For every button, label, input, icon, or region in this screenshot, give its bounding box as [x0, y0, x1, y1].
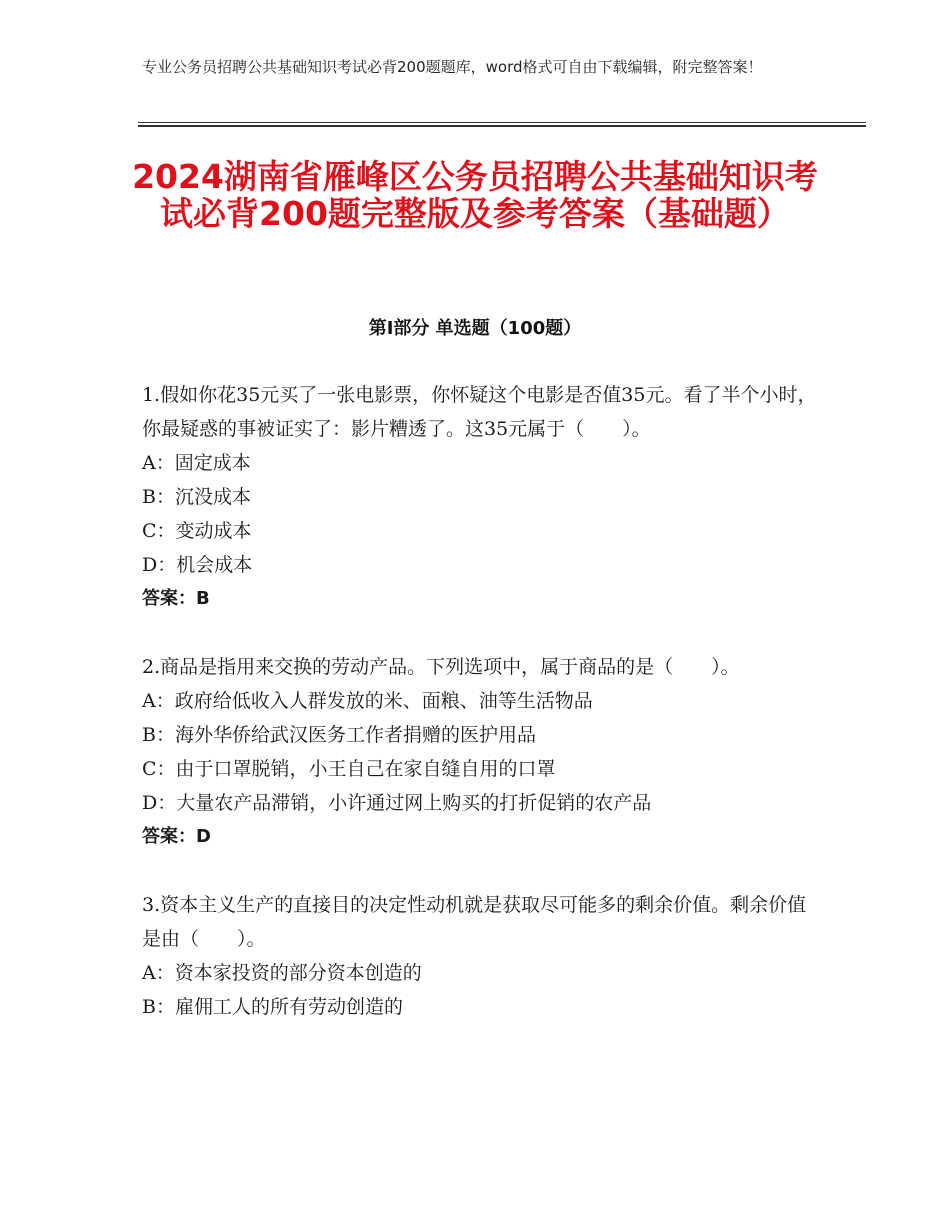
header-rule-thin — [138, 122, 866, 123]
option-a: A：政府给低收入人群发放的米、面粮、油等生活物品 — [142, 690, 593, 712]
option-d: D：大量农产品滞销，小许通过网上购买的打折促销的农产品 — [142, 792, 652, 814]
question-1 — [142, 378, 822, 616]
header-note: 专业公务员招聘公共基础知识考试必背200题题库，word格式可自由下载编辑，附完整答案！ — [142, 58, 763, 76]
question-stem: 3.资本主义生产的直接目的决定性动机就是获取尽可能多的剩余价值。剩余价值是由（ ）。 — [142, 894, 807, 950]
answer-label: 答案：D — [142, 826, 211, 847]
option-c: C：变动成本 — [142, 520, 252, 542]
section-title: 第I部分 单选题（100题） — [368, 318, 582, 339]
question-stem: 2.商品是指用来交换的劳动产品。下列选项中，属于商品的是（ ）。 — [142, 656, 740, 678]
option-c: C：由于口罩脱销，小王自己在家自缝自用的口罩 — [142, 758, 556, 780]
option-b: B：沉没成本 — [142, 486, 251, 508]
document-title: 2024湖南省雁峰区公务员招聘公共基础知识考试必背200题完整版及参考答案（基础题） — [132, 157, 818, 233]
answer-label: 答案：B — [142, 588, 210, 609]
header-rule-thick — [138, 125, 866, 127]
option-b: B：雇佣工人的所有劳动创造的 — [142, 996, 403, 1018]
option-a: A：固定成本 — [142, 452, 251, 474]
question-stem: 1.假如你花35元买了一张电影票，你怀疑这个电影是否值35元。看了半个小时，你最疑惑的事被证实了：影片糟透了。这35元属于（ ）。 — [142, 384, 817, 440]
question-2 — [142, 650, 822, 854]
question-list — [142, 378, 822, 1058]
question-3 — [142, 888, 822, 1024]
option-b: B：海外华侨给武汉医务工作者捐赠的医护用品 — [142, 724, 536, 746]
option-d: D：机会成本 — [142, 554, 253, 576]
option-a: A：资本家投资的部分资本创造的 — [142, 962, 422, 984]
